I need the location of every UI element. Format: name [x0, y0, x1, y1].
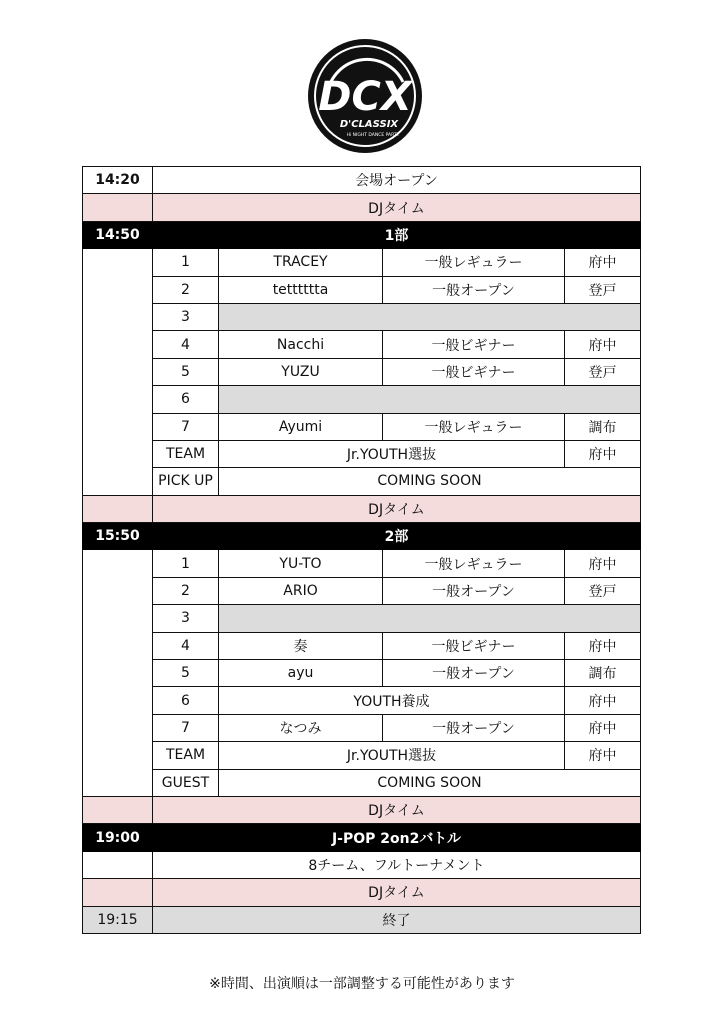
entry-no: 1 [153, 550, 219, 577]
row-dj [83, 194, 641, 221]
entry-category: 一般オープン [383, 660, 565, 687]
table-row [83, 687, 641, 714]
row-part-header [83, 523, 641, 550]
time-cell [83, 495, 153, 522]
row-dj [83, 796, 641, 823]
part1-time-blank [83, 249, 153, 496]
table-row [83, 468, 641, 495]
dj-label: DJタイム [153, 194, 641, 221]
footnote: ※時間、出演順は一部調整する可能性があります [209, 976, 515, 992]
empty-slot [219, 605, 641, 632]
table-row [83, 276, 641, 303]
part2-time-blank [83, 550, 153, 797]
entry-no: TEAM [153, 742, 219, 769]
entry-no: 2 [153, 276, 219, 303]
entry-name: Jr.YOUTH選抜 [219, 742, 565, 769]
entry-no: 6 [153, 386, 219, 413]
entry-no: 5 [153, 358, 219, 385]
entry-area: 府中 [565, 331, 641, 358]
time-cell [83, 851, 153, 878]
row-open [83, 167, 641, 194]
entry-no: 4 [153, 632, 219, 659]
entry-category: 一般レギュラー [383, 550, 565, 577]
entry-name: 奏 [219, 632, 383, 659]
row-battle-header [83, 824, 641, 851]
logo-tagline: Hi NIGHT DANCE PARTY [346, 133, 400, 138]
table-row [83, 303, 641, 330]
row-battle-desc [83, 851, 641, 878]
entry-no: 7 [153, 714, 219, 741]
table-row [83, 358, 641, 385]
entry-area: 登戸 [565, 577, 641, 604]
table-row [83, 386, 641, 413]
row-dj [83, 495, 641, 522]
entry-name: COMING SOON [219, 769, 641, 796]
time-cell: 19:15 [83, 906, 153, 933]
empty-slot [219, 386, 641, 413]
entry-no: 3 [153, 605, 219, 632]
table-row [83, 440, 641, 467]
entry-no: 7 [153, 413, 219, 440]
table-row [83, 331, 641, 358]
table-row [83, 605, 641, 632]
entry-name: YUZU [219, 358, 383, 385]
part-label: 1部 [153, 221, 641, 248]
entry-name: YOUTH養成 [219, 687, 565, 714]
entry-category: 一般オープン [383, 714, 565, 741]
entry-name: COMING SOON [219, 468, 641, 495]
entry-area: 府中 [565, 632, 641, 659]
row-part-header [83, 221, 641, 248]
table-row [83, 660, 641, 687]
time-cell [83, 796, 153, 823]
entry-no: 5 [153, 660, 219, 687]
end-label: 終了 [153, 906, 641, 933]
dj-label: DJタイム [153, 796, 641, 823]
entry-area: 府中 [565, 714, 641, 741]
dj-label: DJタイム [153, 879, 641, 906]
entry-no: GUEST [153, 769, 219, 796]
time-cell: 14:20 [83, 167, 153, 194]
time-cell [83, 194, 153, 221]
table-row [83, 742, 641, 769]
battle-desc: 8チーム、フルトーナメント [153, 851, 641, 878]
entry-area: 調布 [565, 413, 641, 440]
table-row [83, 714, 641, 741]
entry-area: 登戸 [565, 358, 641, 385]
entry-area: 調布 [565, 660, 641, 687]
table-row [83, 249, 641, 276]
entry-no: 1 [153, 249, 219, 276]
entry-no: 3 [153, 303, 219, 330]
table-row [83, 577, 641, 604]
entry-area: 府中 [565, 440, 641, 467]
row-dj [83, 879, 641, 906]
row-end [83, 906, 641, 933]
entry-name: ayu [219, 660, 383, 687]
entry-category: 一般レギュラー [383, 413, 565, 440]
entry-area: 登戸 [565, 276, 641, 303]
part-label: 2部 [153, 523, 641, 550]
entry-area: 府中 [565, 249, 641, 276]
entry-category: 一般ビギナー [383, 358, 565, 385]
entry-name: tetttttta [219, 276, 383, 303]
time-cell [83, 879, 153, 906]
time-cell: 14:50 [83, 221, 153, 248]
entry-category: 一般オープン [383, 577, 565, 604]
entry-no: TEAM [153, 440, 219, 467]
timetable [82, 166, 641, 934]
entry-no: 4 [153, 331, 219, 358]
entry-category: 一般ビギナー [383, 632, 565, 659]
entry-name: なつみ [219, 714, 383, 741]
battle-label: J-POP 2on2バトル [153, 824, 641, 851]
entry-category: 一般ビギナー [383, 331, 565, 358]
entry-name: ARIO [219, 577, 383, 604]
entry-area: 府中 [565, 550, 641, 577]
entry-category: 一般レギュラー [383, 249, 565, 276]
empty-slot [219, 303, 641, 330]
time-cell: 15:50 [83, 523, 153, 550]
entry-no: 2 [153, 577, 219, 604]
entry-no: PICK UP [153, 468, 219, 495]
table-row [83, 769, 641, 796]
entry-area: 府中 [565, 687, 641, 714]
entry-name: TRACEY [219, 249, 383, 276]
entry-category: 一般オープン [383, 276, 565, 303]
event-label: 会場オープン [153, 167, 641, 194]
dj-label: DJタイム [153, 495, 641, 522]
entry-name: Jr.YOUTH選抜 [219, 440, 565, 467]
logo-main-text: DCX [318, 74, 412, 120]
entry-name: Nacchi [219, 331, 383, 358]
entry-name: Ayumi [219, 413, 383, 440]
time-cell: 19:00 [83, 824, 153, 851]
entry-no: 6 [153, 687, 219, 714]
table-row [83, 550, 641, 577]
table-row [83, 413, 641, 440]
table-row [83, 632, 641, 659]
entry-area: 府中 [565, 742, 641, 769]
logo-sub-text: D'CLASSIX [339, 119, 399, 130]
entry-name: YU-TO [219, 550, 383, 577]
dcx-logo [305, 36, 425, 156]
